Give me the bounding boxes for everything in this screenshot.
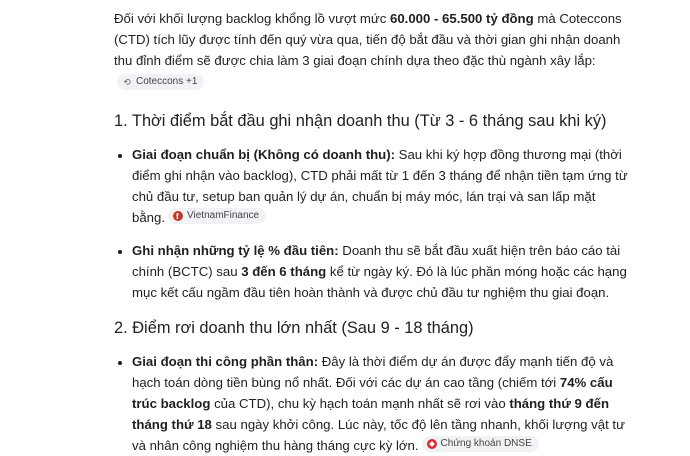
item-text: của CTD), chu kỳ hạch toán mạnh nhất sẽ rơi vào bbox=[210, 396, 510, 411]
section-heading-1: 1. Thời điểm bắt đầu ghi nhận doanh thu (Từ 3 - 6 tháng sau khi ký) bbox=[114, 112, 607, 130]
list-item bbox=[132, 351, 630, 456]
intro-text-1: Đối với khối lượng backlog khổng lồ vượt mức bbox=[114, 11, 390, 26]
intro-text-2: mà Coteccons (CTD) tích lũy được tính đến quý vừa qua, tiến độ bắt đầu và thời gian ghi nhận doanh thu đỉnh điểm sẽ được chia làm 3 giai đoạn chính dựa theo đặc thù ngành xây lắp: bbox=[114, 11, 622, 68]
item-text: Doanh thu sẽ bắt đầu xuất hiện trên báo cáo tài chính (BCTC) sau bbox=[132, 243, 621, 279]
item-text: Đây là thời điểm dự án được đẩy mạnh tiến độ và hạch toán dòng tiền bùng nổ nhất. Đối với các dự án cao tầng (chiếm tới bbox=[132, 354, 614, 390]
section-2-list bbox=[114, 351, 630, 456]
list-item bbox=[132, 240, 630, 303]
dnse-logo-icon bbox=[427, 439, 437, 449]
section-heading-2: 2. Điểm rơi doanh thu lớn nhất (Sau 9 - 18 tháng) bbox=[114, 319, 474, 337]
source-chip-label: Coteccons +1 bbox=[136, 76, 198, 87]
item-title: Giai đoạn chuẩn bị (Không có doanh thu): bbox=[132, 147, 395, 162]
section-1-list bbox=[114, 144, 630, 303]
intro-paragraph bbox=[114, 8, 630, 92]
item-highlight: 74% cấu trúc backlog bbox=[132, 375, 613, 411]
item-text: sau ngày khởi công. Lúc này, tốc độ lên tầng nhanh, khối lượng vật tư và nhân công nghiệm thu hàng tháng cực kỳ lớn. bbox=[132, 417, 625, 453]
item-highlight: tháng thứ 9 đến tháng thứ 18 bbox=[132, 396, 610, 432]
intro-backlog-value: 60.000 - 65.500 tỷ đồng bbox=[390, 11, 534, 26]
item-text: kể từ ngày ký. Đó là lúc phần móng hoặc các hạng mục kết cấu ngầm đầu tiên hoàn thành và được chủ đầu tư nghiệm thu giai đoạn. bbox=[132, 264, 627, 300]
item-title: Giai đoạn thi công phần thân: bbox=[132, 354, 319, 369]
coteccons-logo-icon: ⟲ bbox=[123, 77, 131, 87]
source-chip-coteccons[interactable] bbox=[117, 74, 204, 90]
vietnamfinance-logo-icon bbox=[173, 211, 183, 221]
item-highlight: 3 đến 6 tháng bbox=[241, 264, 327, 279]
source-chip-label: VietnamFinance bbox=[187, 210, 260, 221]
source-chip-label: Chứng khoán DNSE bbox=[440, 438, 532, 449]
source-chip-vietnamfinance[interactable] bbox=[168, 208, 266, 224]
item-title: Ghi nhận những tỷ lệ % đầu tiên: bbox=[132, 243, 339, 258]
item-text: Sau khi ký hợp đồng thương mại (thời điểm ghi nhận vào backlog), CTD phải mất từ 1 đến 3 tháng để nhận tiền tạm ứng từ chủ đầu tư, setup ban quản lý dự án, chuẩn bị máy móc, lán trại và san lấp mặt bằng. bbox=[132, 147, 628, 225]
list-item bbox=[132, 144, 630, 228]
